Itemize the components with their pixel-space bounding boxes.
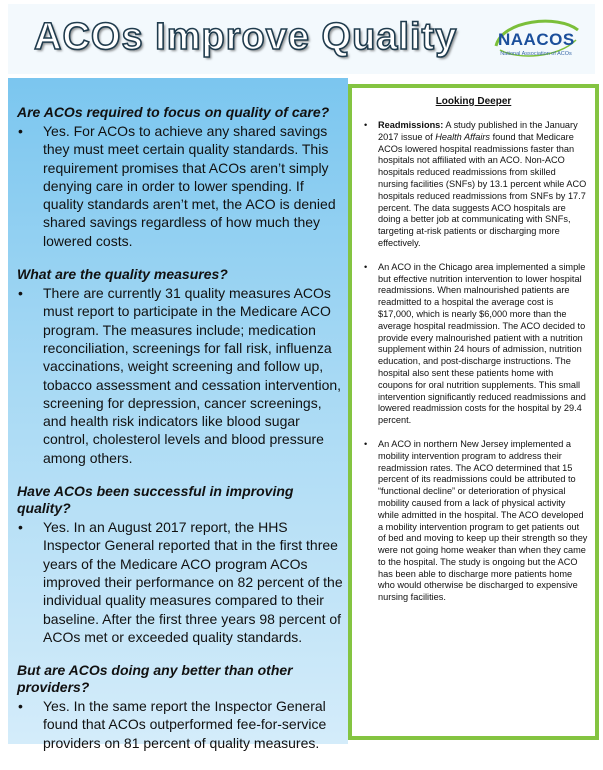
looking-deeper-title: Looking Deeper [435, 96, 512, 107]
naacos-logo [488, 16, 584, 68]
bullet-icon: • [364, 120, 368, 130]
header-banner [8, 4, 595, 74]
item-text: An ACO in the Chicago area implemented a simple but effective nutrition intervention to lower hospital readmissions. When malnourished patients are readmitted to a hospital the average cost is $17,000, which is nearly $6,000 more than the average hospital readmission. The ACO decided to provide every malnourished patient with a nutrition supplement within 24 hours of admission, nutrition education, and post-discharge instructions. The hospital also sent these patients home with coupons for oral nutrition supplements. This small intervention significantly reduced readmissions and lowered readmission costs for the hospital by 29.4 percent. [378, 261, 586, 426]
faq-question: Are ACOs required to focus on quality of care? [17, 104, 330, 120]
faq-answer-item [17, 697, 347, 752]
case-study-list [364, 120, 588, 616]
faq-section [17, 483, 347, 646]
faq-answer-item [17, 518, 347, 646]
case-study-item [364, 439, 588, 604]
faq-answer: Yes. For ACOs to achieve any shared savings they must meet certain quality standards. This requirement promises that ACOs aren’t simply denying care in order to lower spending. If quality standards aren’t met, the ACO is denied shared savings regardless of how much they lowered costs. [43, 123, 336, 249]
faq-section [17, 266, 347, 467]
faq-question: Have ACOs been successful in improving quality? [17, 483, 294, 517]
item-text: A study published in the January 2017 issue of [378, 120, 578, 142]
bullet-icon: • [18, 285, 23, 302]
faq-answer-item [17, 284, 347, 467]
faq-question: But are ACOs doing any better than other providers? [17, 662, 293, 696]
bullet-icon: • [18, 123, 23, 139]
journal-name: Health Affairs [435, 131, 491, 142]
case-study-item [364, 120, 588, 250]
faq-panel [8, 78, 348, 751]
item-lead: Readmissions: [378, 120, 444, 130]
bullet-icon: • [364, 261, 368, 272]
logo-name: NAACOS [498, 30, 575, 49]
bullet-icon: • [18, 698, 23, 715]
item-text: An ACO in northern New Jersey implemented a mobility intervention program to address their readmission rates. The ACO determined that 15 percent of its readmissions could be attributed to “functional decline” or deterioration of physical mobility caused from a lack of physical activity while admitted in the hospital. The ACO developed a mobility intervention program to get patients out of bed and moving to keep up their strength so they were not going home weaker than when they came to the hospital. The study is ongoing but the ACO has been able to discharge more patients home who would otherwise be discharged to expensive nursing facilities. [378, 438, 588, 603]
looking-deeper-panel [348, 84, 599, 740]
faq-answer: Yes. In an August 2017 report, the HHS Inspector General reported that in the first three years of the Medicare ACO program ACOs improved their performance on 82 percent of the individual quality measures compared to their baseline. After the first three years 98 percent of ACOs met or exceeded quality standards. [43, 519, 343, 645]
faq-section [17, 662, 347, 752]
bullet-icon: • [364, 438, 368, 449]
case-study-item [364, 262, 588, 427]
logo-subtitle: National Association of ACOs [500, 51, 572, 57]
faq-question: What are the quality measures? [17, 266, 228, 283]
bullet-icon: • [18, 519, 23, 536]
item-text: found that Medicare ACOs lowered hospital readmissions faster than hospitals not affiliated with an ACO. Non-ACO hospitals reduced readmissions from skilled nursing facilities (SNFs) by 13.1 percent while ACO hospitals reduced readmissions from SNFs by 17.7 percent. The data suggests ACO hospitals are doing a better job at communicating with SNFs, targeting at-risk patients or discharging more effectively. [378, 131, 587, 248]
faq-answer: Yes. In the same report the Inspector General found that ACOs outperformed fee-for-service providers on 81 percent of quality measures. [43, 698, 327, 751]
faq-answer: There are currently 31 quality measures ACOs must report to participate in the Medicare ACO program. The measures include; medication reconciliation, screenings for fall risk, influenza vaccinations, weight screening and follow up, tobacco assessment and cessation intervention, screening for depression, cancer screenings, and health risk indicators like blood sugar control, cholesterol levels and blood pressure among others. [43, 285, 342, 466]
page-title: ACOs Improve Quality [34, 16, 458, 58]
faq-answer-item [17, 122, 347, 250]
faq-section [17, 104, 347, 250]
